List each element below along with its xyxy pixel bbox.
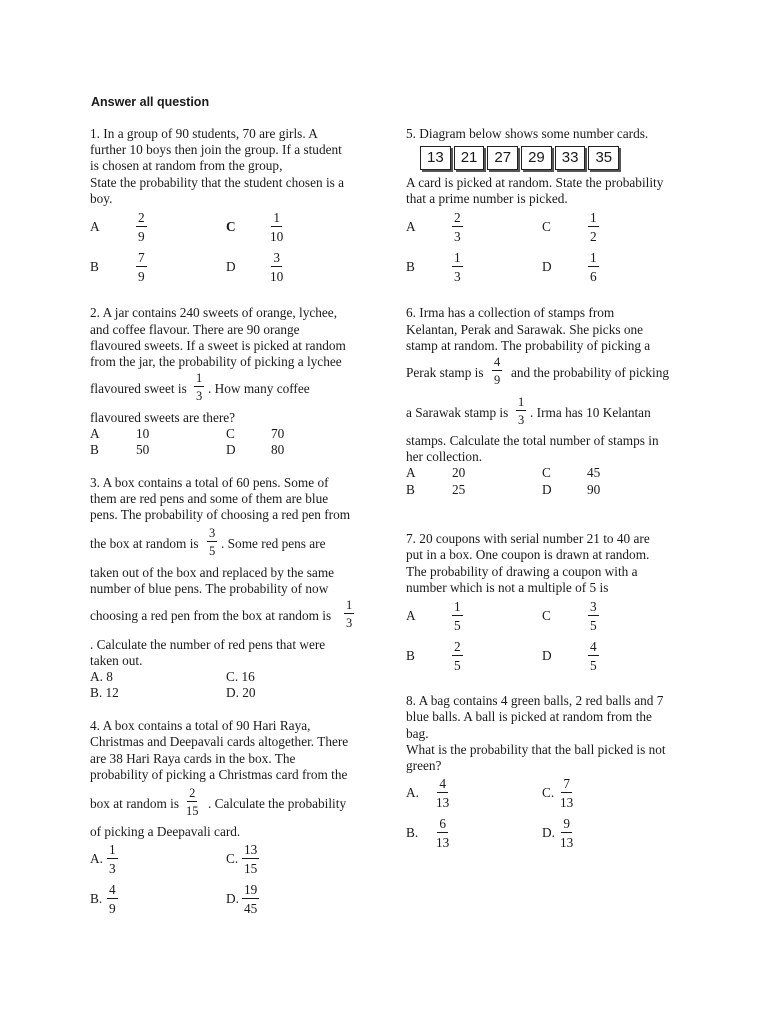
q6-text-line: stamp at random. The probability of picking a xyxy=(406,338,651,353)
q5-option-a-fraction xyxy=(452,210,463,244)
fraction-numerator: 4 xyxy=(109,882,116,897)
q6-text-line: 6. Irma has a collection of stamps from xyxy=(406,305,615,320)
q7-option-a-letter: A xyxy=(406,608,416,623)
number-card: 13 xyxy=(420,146,451,170)
q2-option-d-value: 80 xyxy=(271,442,285,457)
q3-text-line: the box at random is xyxy=(90,536,199,551)
q5-option-c-letter: C xyxy=(542,219,551,234)
q4-text-line: of picking a Deepavali card. xyxy=(90,824,241,839)
q5-text-line: that a prime number is picked. xyxy=(406,191,568,206)
q8-text-line: What is the probability that the ball picked is not xyxy=(406,742,666,757)
q2-text-line: and coffee flavour. There are 90 orange xyxy=(90,322,300,337)
q8-option-a-letter: A. xyxy=(406,785,419,800)
q5-option-d-letter: D xyxy=(542,259,552,274)
q7-text-line: put in a box. One coupon is drawn at random. xyxy=(406,547,650,562)
fraction-denominator: 9 xyxy=(138,269,145,284)
q2-fraction xyxy=(194,371,204,403)
fraction-numerator: 2 xyxy=(454,210,461,225)
q3-text-line: choosing a red pen from the box at random is xyxy=(90,608,332,623)
fraction-numerator: 3 xyxy=(590,599,597,614)
q4-fraction xyxy=(186,786,199,818)
fraction-numerator: 13 xyxy=(244,842,258,857)
q1-option-c-fraction xyxy=(270,210,283,244)
q8-option-d-letter: D. xyxy=(542,825,555,840)
q3-text-line: pens. The probability of choosing a red pen from xyxy=(90,507,351,522)
q2-text-line: from the jar, the probability of picking a lychee xyxy=(90,354,342,369)
q2-text-line: 2. A jar contains 240 sweets of orange, lychee, xyxy=(90,305,338,320)
q4-option-d-letter: D. xyxy=(226,891,239,906)
q6-option-d-value: 90 xyxy=(587,482,601,497)
q6-option-d-letter: D xyxy=(542,482,552,497)
number-card: 21 xyxy=(454,146,485,170)
fraction-denominator: 13 xyxy=(560,835,574,850)
q8-option-b-letter: B. xyxy=(406,825,419,840)
page-heading: Answer all question xyxy=(91,95,210,109)
q6-text-line: . Irma has 10 Kelantan xyxy=(530,405,651,420)
fraction-numerator: 7 xyxy=(563,776,570,791)
q2-option-a-value: 10 xyxy=(136,426,150,441)
q7-option-b-letter: B xyxy=(406,648,415,663)
q2-option-d-letter: D xyxy=(226,442,236,457)
q3-option-a: A. 8 xyxy=(90,669,113,684)
q5-option-b-letter: B xyxy=(406,259,415,274)
fraction-numerator: 1 xyxy=(346,598,353,612)
fraction-denominator: 3 xyxy=(454,229,461,244)
q1-option-b-fraction xyxy=(136,250,147,284)
q6-fraction-2 xyxy=(516,395,526,427)
q3-text-line: . Calculate the number of red pens that were xyxy=(90,637,326,652)
fraction-numerator: 1 xyxy=(273,210,280,225)
q6-fraction-1 xyxy=(492,355,502,387)
q5-option-d-fraction xyxy=(588,250,599,284)
q7-option-a-fraction xyxy=(452,599,463,633)
fraction-denominator: 9 xyxy=(109,901,116,916)
fraction-numerator: 1 xyxy=(454,599,461,614)
fraction-numerator: 1 xyxy=(454,250,461,265)
fraction-numerator: 3 xyxy=(273,250,280,265)
q7-option-d-letter: D xyxy=(542,648,552,663)
q8-option-c-letter: C. xyxy=(542,785,555,800)
q4-option-d-fraction xyxy=(242,882,259,916)
fraction-denominator: 3 xyxy=(454,269,461,284)
q2-option-c-value: 70 xyxy=(271,426,285,441)
q4-option-b-letter: B. xyxy=(90,891,103,906)
fraction-denominator: 13 xyxy=(560,795,574,810)
q8-option-b-fraction xyxy=(436,816,449,850)
q1-option-d-fraction xyxy=(270,250,283,284)
q2-text-line: flavoured sweet is xyxy=(90,381,187,396)
q3-option-d: D. 20 xyxy=(226,685,256,700)
fraction-numerator: 1 xyxy=(590,250,597,265)
q8-text-line: bag. xyxy=(406,726,429,741)
q4-option-b-fraction xyxy=(107,882,118,916)
q5-text-line: 5. Diagram below shows some number cards. xyxy=(406,126,649,141)
fraction-numerator: 1 xyxy=(590,210,597,225)
q3-text-line: number of blue pens. The probability of now xyxy=(90,581,329,596)
fraction-numerator: 3 xyxy=(209,526,216,540)
fraction-numerator: 1 xyxy=(518,395,525,409)
q6-option-b-value: 25 xyxy=(452,482,466,497)
q3-option-b: B. 12 xyxy=(90,685,119,700)
number-card: 27 xyxy=(487,146,518,170)
fraction-denominator: 13 xyxy=(436,795,450,810)
q2-option-a-letter: A xyxy=(90,426,100,441)
q7-text-line: The probability of drawing a coupon with a xyxy=(406,564,638,579)
fraction-numerator: 2 xyxy=(454,639,461,654)
q8-option-d-fraction xyxy=(560,816,573,850)
fraction-denominator: 10 xyxy=(270,269,284,284)
q1-text-line: 1. In a group of 90 students, 70 are girls. A xyxy=(90,126,318,141)
q1-option-a-fraction xyxy=(136,210,147,244)
fraction-numerator: 19 xyxy=(244,882,258,897)
fraction-denominator: 3 xyxy=(346,616,353,630)
q6-text-line: Kelantan, Perak and Sarawak. She picks one xyxy=(406,322,644,337)
q3-text-line: taken out of the box and replaced by the same xyxy=(90,565,335,580)
q2-option-c-letter: C xyxy=(226,426,235,441)
fraction-denominator: 10 xyxy=(270,229,284,244)
q1-text-line: further 10 boys then join the group. If a student xyxy=(90,142,342,157)
fraction-denominator: 2 xyxy=(590,229,597,244)
fraction-denominator: 5 xyxy=(590,618,597,633)
fraction-denominator: 3 xyxy=(109,861,116,876)
fraction-denominator: 5 xyxy=(590,658,597,673)
q6-option-a-value: 20 xyxy=(452,465,466,480)
q7-option-d-fraction xyxy=(588,639,599,673)
q6-text-line: a Sarawak stamp is xyxy=(406,405,509,420)
q8-text-line: 8. A bag contains 4 green balls, 2 red balls and 7 xyxy=(406,693,664,708)
q1-option-c-letter: C xyxy=(226,219,236,234)
fraction-denominator: 15 xyxy=(244,861,258,876)
q7-option-c-fraction xyxy=(588,599,599,633)
q4-option-c-fraction xyxy=(242,842,259,876)
q5-option-a-letter: A xyxy=(406,219,416,234)
fraction-numerator: 2 xyxy=(138,210,145,225)
fraction-numerator: 6 xyxy=(439,816,446,831)
q2-text-line: flavoured sweets. If a sweet is picked at random xyxy=(90,338,346,353)
q4-option-c-letter: C. xyxy=(226,851,239,866)
q3-fraction-2 xyxy=(344,598,354,630)
q7-text-line: number which is not a multiple of 5 is xyxy=(406,580,609,595)
q6-option-b-letter: B xyxy=(406,482,415,497)
q4-text-line: probability of picking a Christmas card from the xyxy=(90,767,348,782)
q8-text-line: green? xyxy=(406,758,442,773)
number-cards xyxy=(420,146,619,170)
fraction-denominator: 5 xyxy=(454,658,461,673)
q6-option-c-letter: C xyxy=(542,465,551,480)
q6-text-line: stamps. Calculate the total number of stamps in xyxy=(406,433,659,448)
fraction-denominator: 9 xyxy=(494,373,501,387)
q4-option-a-fraction xyxy=(107,842,118,876)
q2-option-b-letter: B xyxy=(90,442,99,457)
fraction-numerator: 4 xyxy=(494,355,501,369)
q2-text-line: . How many coffee xyxy=(208,381,310,396)
q1-text-line: is chosen at random from the group, xyxy=(90,158,283,173)
q6-text-line: her collection. xyxy=(406,449,483,464)
q4-text-line: are 38 Hari Raya cards in the box. The xyxy=(90,751,296,766)
q4-text-line: Christmas and Deepavali cards altogether. There xyxy=(90,734,349,749)
q5-option-b-fraction xyxy=(452,250,463,284)
q7-text-line: 7. 20 coupons with serial number 21 to 40 are xyxy=(406,531,650,546)
fraction-denominator: 5 xyxy=(454,618,461,633)
fraction-numerator: 2 xyxy=(189,786,196,800)
fraction-denominator: 45 xyxy=(244,901,258,916)
fraction-numerator: 1 xyxy=(109,842,116,857)
q3-option-c: C. 16 xyxy=(226,669,255,684)
q2-option-b-value: 50 xyxy=(136,442,150,457)
q2-text-line: flavoured sweets are there? xyxy=(90,410,236,425)
fraction-numerator: 4 xyxy=(439,776,446,791)
q1-option-b-letter: B xyxy=(90,259,99,274)
q5-option-c-fraction xyxy=(588,210,599,244)
q3-text-line: . Some red pens are xyxy=(221,536,326,551)
q8-option-c-fraction xyxy=(560,776,573,810)
q8-text-line: blue balls. A ball is picked at random from the xyxy=(406,709,652,724)
fraction-denominator: 3 xyxy=(196,389,203,403)
fraction-denominator: 6 xyxy=(590,269,597,284)
q6-option-c-value: 45 xyxy=(587,465,601,480)
number-card: 29 xyxy=(521,146,552,170)
q1-text-line: State the probability that the student chosen is a xyxy=(90,175,345,190)
q4-text-line: . Calculate the probability xyxy=(208,796,347,811)
q1-option-a-letter: A xyxy=(90,219,100,234)
q1-option-d-letter: D xyxy=(226,259,236,274)
fraction-numerator: 9 xyxy=(563,816,570,831)
q5-text-line: A card is picked at random. State the probability xyxy=(406,175,664,190)
q3-fraction-1 xyxy=(207,526,217,558)
q4-text-line: box at random is xyxy=(90,796,180,811)
q7-option-c-letter: C xyxy=(542,608,551,623)
q6-text-line: Perak stamp is xyxy=(406,365,484,380)
q3-text-line: 3. A box contains a total of 60 pens. Some of xyxy=(90,475,329,490)
q4-text-line: 4. A box contains a total of 90 Hari Raya, xyxy=(90,718,311,733)
q1-text-line: boy. xyxy=(90,191,113,206)
fraction-denominator: 9 xyxy=(138,229,145,244)
q3-text-line: taken out. xyxy=(90,653,143,668)
number-card: 33 xyxy=(555,146,586,170)
fraction-numerator: 1 xyxy=(196,371,203,385)
fraction-denominator: 5 xyxy=(209,544,216,558)
fraction-numerator: 7 xyxy=(138,250,145,265)
q6-text-line: and the probability of picking xyxy=(511,365,670,380)
fraction-denominator: 15 xyxy=(186,804,199,818)
q8-option-a-fraction xyxy=(436,776,449,810)
fraction-denominator: 13 xyxy=(436,835,450,850)
number-card: 35 xyxy=(588,146,619,170)
q4-option-a-letter: A. xyxy=(90,851,103,866)
fraction-denominator: 3 xyxy=(518,413,525,427)
fraction-numerator: 4 xyxy=(590,639,597,654)
q3-text-line: them are red pens and some of them are blue xyxy=(90,491,329,506)
q7-option-b-fraction xyxy=(452,639,463,673)
q6-option-a-letter: A xyxy=(406,465,416,480)
